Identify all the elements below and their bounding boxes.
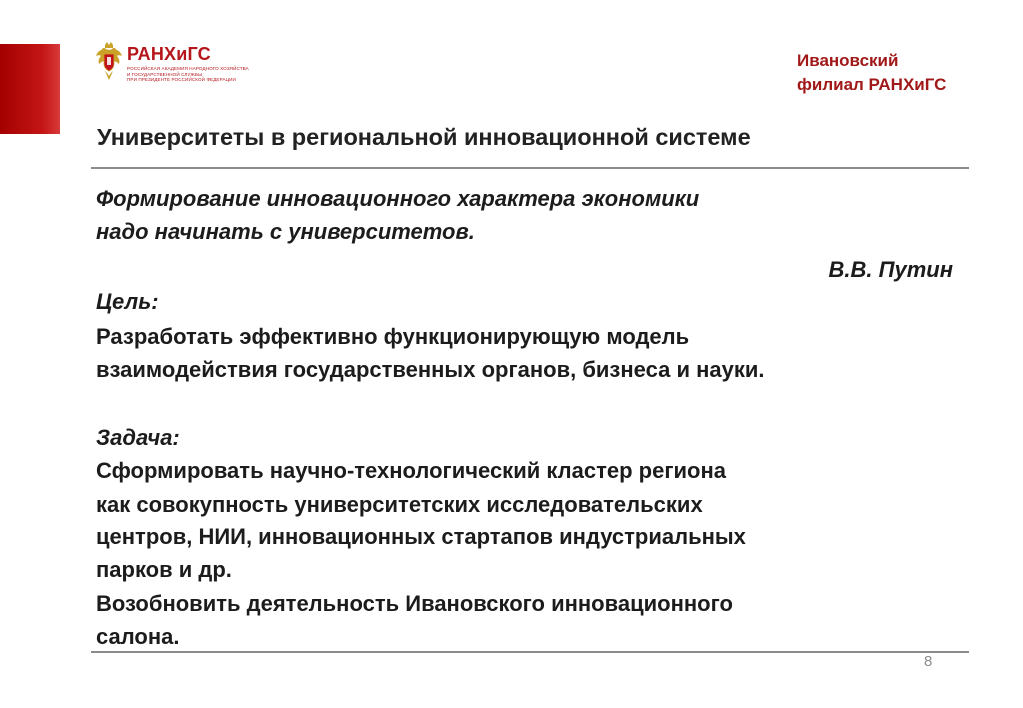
task-line: Сформировать научно-технологический кластер региона bbox=[96, 458, 726, 483]
task-line: центров, НИИ, инновационных стартапов индустриальных bbox=[96, 524, 746, 549]
title-divider bbox=[91, 167, 969, 169]
task-line: Возобновить деятельность Ивановского инновационного bbox=[96, 591, 733, 616]
footer-divider bbox=[91, 651, 969, 653]
goal-line: Разработать эффективно функционирующую модель bbox=[96, 324, 690, 349]
task-line: парков и др. bbox=[96, 557, 232, 582]
branch-line-2: филиал РАНХиГС bbox=[797, 75, 947, 94]
ranepa-logo bbox=[95, 42, 249, 84]
branch-name bbox=[797, 49, 946, 97]
logo-subtitle-line: ПРИ ПРЕЗИДЕНТЕ РОССИЙСКОЙ ФЕДЕРАЦИИ bbox=[127, 77, 236, 83]
task-heading: Задача: bbox=[96, 425, 180, 450]
logo-title: РАНХиГС bbox=[127, 44, 211, 64]
branch-line-1: Ивановский bbox=[797, 51, 899, 70]
logo-subtitle-line: И ГОСУДАРСТВЕННОЙ СЛУЖБЫ bbox=[127, 71, 203, 77]
page-number: 8 bbox=[924, 653, 933, 670]
logo-subtitle bbox=[127, 66, 249, 83]
goal-heading: Цель: bbox=[96, 289, 159, 314]
task-line: салона. bbox=[96, 624, 180, 649]
red-side-tab bbox=[0, 44, 60, 134]
quote-line: Формирование инновационного характера экономики bbox=[96, 186, 700, 211]
logo-subtitle-line: РОССИЙСКАЯ АКАДЕМИЯ НАРОДНОГО ХОЗЯЙСТВА bbox=[127, 66, 249, 71]
quote-line: надо начинать с университетов. bbox=[96, 219, 475, 244]
goal-line: взаимодействия государственных органов, бизнеса и науки. bbox=[96, 357, 765, 382]
quote-author: В.В. Путин bbox=[828, 257, 953, 282]
double-headed-eagle-emblem-icon bbox=[95, 42, 123, 82]
slide-title: Университеты в региональной инновационной системе bbox=[97, 124, 751, 150]
task-line: как совокупность университетских исследовательских bbox=[96, 492, 703, 517]
